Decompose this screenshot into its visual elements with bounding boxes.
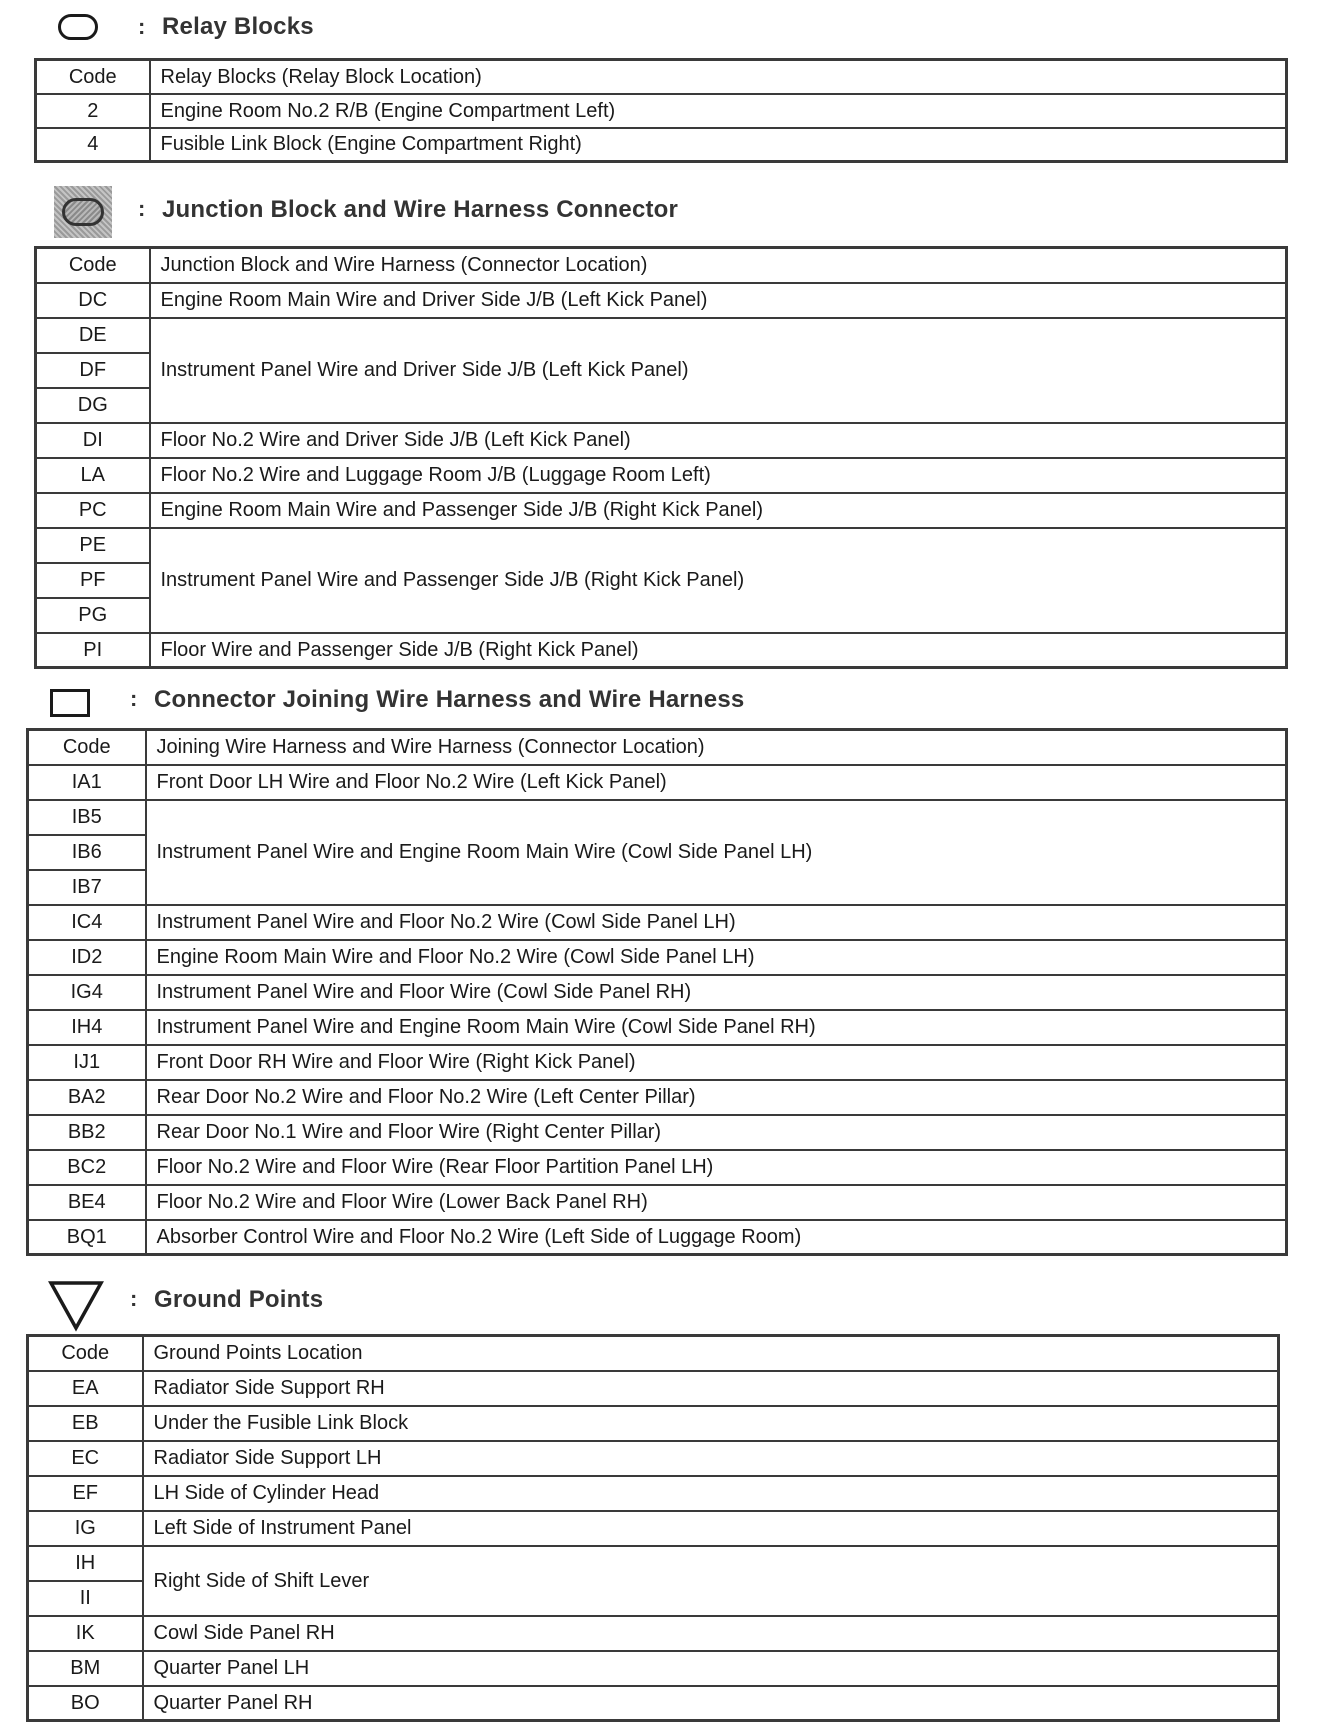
- rounded-rect-icon: [58, 14, 98, 40]
- table-row: [28, 1546, 1279, 1581]
- desc-cell: Instrument Panel Wire and Floor Wire (Cowl Side Panel RH): [146, 975, 1287, 1010]
- desc-cell: LH Side of Cylinder Head: [143, 1476, 1279, 1511]
- code-header: Code: [28, 1336, 143, 1371]
- code-header: Code: [28, 730, 146, 765]
- table-row: [36, 528, 1287, 563]
- code-cell: BB2: [28, 1115, 146, 1150]
- code-cell: IJ1: [28, 1045, 146, 1080]
- desc-cell: Rear Door No.2 Wire and Floor No.2 Wire (Left Center Pillar): [146, 1080, 1287, 1115]
- desc-header: Joining Wire Harness and Wire Harness (Connector Location): [146, 730, 1287, 765]
- desc-cell: Under the Fusible Link Block: [143, 1406, 1279, 1441]
- code-cell: 4: [36, 128, 150, 162]
- code-cell: BC2: [28, 1150, 146, 1185]
- table-row: [28, 1115, 1287, 1150]
- rectangle-icon: [50, 689, 90, 717]
- code-cell: IH: [28, 1546, 143, 1581]
- desc-cell: Radiator Side Support RH: [143, 1371, 1279, 1406]
- desc-cell: Instrument Panel Wire and Engine Room Main Wire (Cowl Side Panel RH): [146, 1010, 1287, 1045]
- table-row: [28, 905, 1287, 940]
- code-cell: DI: [36, 423, 150, 458]
- table-row: [28, 1185, 1287, 1220]
- table-row: [36, 633, 1287, 668]
- code-cell: DE: [36, 318, 150, 353]
- section-title: Relay Blocks: [162, 13, 314, 40]
- desc-cell: Quarter Panel RH: [143, 1686, 1279, 1721]
- table-row: [28, 1651, 1279, 1686]
- code-cell: IA1: [28, 765, 146, 800]
- desc-cell: Floor No.2 Wire and Floor Wire (Rear Floor Partition Panel LH): [146, 1150, 1287, 1185]
- code-cell: BQ1: [28, 1220, 146, 1255]
- code-cell: EC: [28, 1441, 143, 1476]
- code-cell: ID2: [28, 940, 146, 975]
- table-row: [36, 128, 1287, 162]
- code-header: Code: [36, 248, 150, 283]
- desc-header: Ground Points Location: [143, 1336, 1279, 1371]
- section-colon: :: [138, 14, 146, 39]
- desc-cell: Floor No.2 Wire and Luggage Room J/B (Luggage Room Left): [150, 458, 1287, 493]
- table-row: [28, 1511, 1279, 1546]
- code-cell: DG: [36, 388, 150, 423]
- relay-blocks-table: [34, 58, 1288, 163]
- desc-cell: Front Door LH Wire and Floor No.2 Wire (Left Kick Panel): [146, 765, 1287, 800]
- table-row: [28, 1150, 1287, 1185]
- desc-cell: Left Side of Instrument Panel: [143, 1511, 1279, 1546]
- desc-cell: Engine Room Main Wire and Driver Side J/B (Left Kick Panel): [150, 283, 1287, 318]
- table-header-row: [28, 1336, 1279, 1371]
- table-row: [36, 493, 1287, 528]
- table-row: [28, 1616, 1279, 1651]
- table-row: [36, 283, 1287, 318]
- code-cell: IG: [28, 1511, 143, 1546]
- desc-cell: Instrument Panel Wire and Passenger Side J/B (Right Kick Panel): [150, 528, 1287, 633]
- desc-cell: Radiator Side Support LH: [143, 1441, 1279, 1476]
- desc-cell: Right Side of Shift Lever: [143, 1546, 1279, 1616]
- table-row: [36, 423, 1287, 458]
- section-title: Junction Block and Wire Harness Connector: [162, 196, 679, 223]
- table-row: [28, 1476, 1279, 1511]
- desc-cell: Floor No.2 Wire and Driver Side J/B (Left Kick Panel): [150, 423, 1287, 458]
- table-row: [28, 1686, 1279, 1721]
- desc-cell: Quarter Panel LH: [143, 1651, 1279, 1686]
- code-cell: IG4: [28, 975, 146, 1010]
- shaded-rounded-rect-icon: [54, 186, 112, 238]
- section-colon: :: [130, 686, 138, 711]
- code-cell: 2: [36, 94, 150, 128]
- desc-cell: Rear Door No.1 Wire and Floor Wire (Right Center Pillar): [146, 1115, 1287, 1150]
- table-row: [28, 765, 1287, 800]
- desc-cell: Engine Room Main Wire and Floor No.2 Wire (Cowl Side Panel LH): [146, 940, 1287, 975]
- desc-cell: Cowl Side Panel RH: [143, 1616, 1279, 1651]
- table-header-row: [28, 730, 1287, 765]
- desc-cell: Front Door RH Wire and Floor Wire (Right Kick Panel): [146, 1045, 1287, 1080]
- table-header-row: [36, 60, 1287, 94]
- code-cell: PF: [36, 563, 150, 598]
- table-row: [28, 800, 1287, 835]
- code-header: Code: [36, 60, 150, 94]
- ground-points-table: [26, 1334, 1280, 1722]
- desc-cell: Instrument Panel Wire and Engine Room Main Wire (Cowl Side Panel LH): [146, 800, 1287, 905]
- down-triangle-icon: [48, 1280, 104, 1332]
- code-cell: DC: [36, 283, 150, 318]
- table-row: [36, 458, 1287, 493]
- table-row: [28, 1045, 1287, 1080]
- desc-cell: Engine Room No.2 R/B (Engine Compartment Left): [150, 94, 1287, 128]
- code-cell: EA: [28, 1371, 143, 1406]
- code-cell: PC: [36, 493, 150, 528]
- desc-cell: Engine Room Main Wire and Passenger Side J/B (Right Kick Panel): [150, 493, 1287, 528]
- table-row: [28, 940, 1287, 975]
- code-cell: IC4: [28, 905, 146, 940]
- code-cell: IH4: [28, 1010, 146, 1045]
- code-cell: BO: [28, 1686, 143, 1721]
- code-cell: II: [28, 1581, 143, 1616]
- desc-header: Relay Blocks (Relay Block Location): [150, 60, 1287, 94]
- code-cell: BE4: [28, 1185, 146, 1220]
- table-row: [36, 318, 1287, 353]
- table-row: [28, 1010, 1287, 1045]
- desc-cell: Fusible Link Block (Engine Compartment Right): [150, 128, 1287, 162]
- code-cell: PE: [36, 528, 150, 563]
- section-colon: :: [138, 196, 146, 221]
- table-row: [36, 94, 1287, 128]
- code-cell: IB7: [28, 870, 146, 905]
- connector-joining-table: [26, 728, 1288, 1256]
- desc-cell: Floor No.2 Wire and Floor Wire (Lower Back Panel RH): [146, 1185, 1287, 1220]
- code-cell: BA2: [28, 1080, 146, 1115]
- code-cell: DF: [36, 353, 150, 388]
- code-cell: IB6: [28, 835, 146, 870]
- code-cell: IK: [28, 1616, 143, 1651]
- desc-cell: Absorber Control Wire and Floor No.2 Wire (Left Side of Luggage Room): [146, 1220, 1287, 1255]
- code-cell: IB5: [28, 800, 146, 835]
- table-row: [28, 1371, 1279, 1406]
- code-cell: PG: [36, 598, 150, 633]
- code-cell: PI: [36, 633, 150, 668]
- table-row: [28, 1080, 1287, 1115]
- section-title: Ground Points: [154, 1286, 324, 1313]
- code-cell: EF: [28, 1476, 143, 1511]
- table-row: [28, 1220, 1287, 1255]
- table-row: [28, 1406, 1279, 1441]
- table-row: [28, 975, 1287, 1010]
- desc-cell: Instrument Panel Wire and Driver Side J/B (Left Kick Panel): [150, 318, 1287, 423]
- table-header-row: [36, 248, 1287, 283]
- code-cell: EB: [28, 1406, 143, 1441]
- desc-header: Junction Block and Wire Harness (Connector Location): [150, 248, 1287, 283]
- section-title: Connector Joining Wire Harness and Wire Harness: [154, 686, 745, 713]
- code-cell: BM: [28, 1651, 143, 1686]
- code-cell: LA: [36, 458, 150, 493]
- desc-cell: Instrument Panel Wire and Floor No.2 Wire (Cowl Side Panel LH): [146, 905, 1287, 940]
- junction-block-table: [34, 246, 1288, 669]
- section-colon: :: [130, 1286, 138, 1311]
- table-row: [28, 1441, 1279, 1476]
- desc-cell: Floor Wire and Passenger Side J/B (Right Kick Panel): [150, 633, 1287, 668]
